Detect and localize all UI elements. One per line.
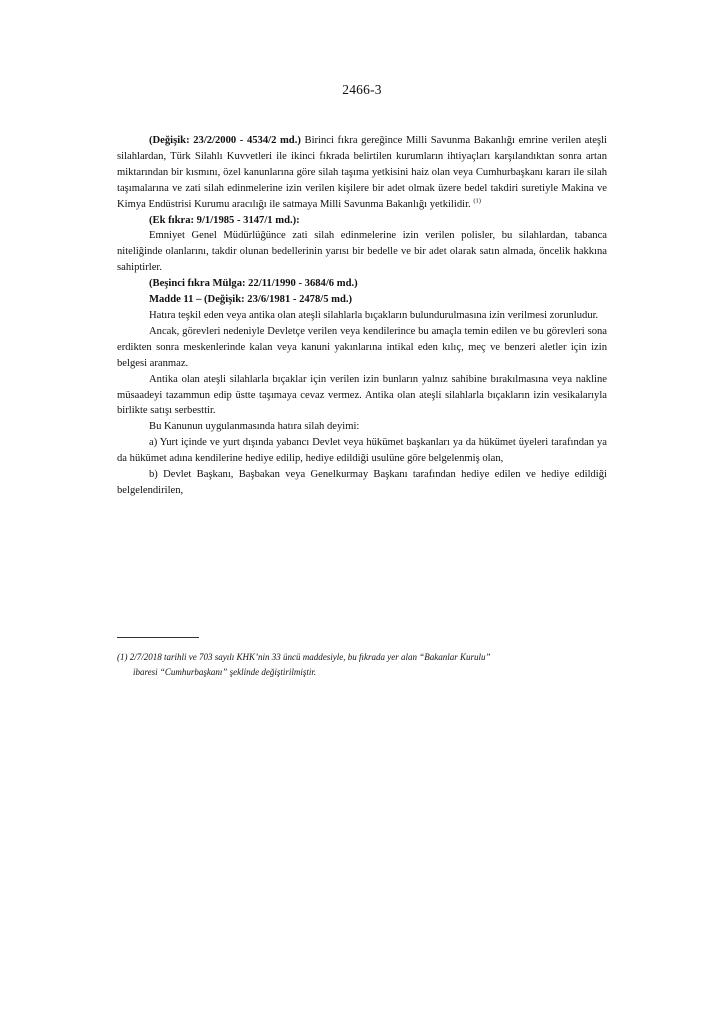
paragraph-definition-a: a) Yurt içinde ve yurt dışında yabancı Devlet veya hükümet başkanları ya da hükümet üyeleri tarafından ya da hükümet adına kendilerine hediye edilip, hediye edildiği usulüne göre belgelenmiş olan, (117, 437, 607, 465)
footnote-line-1: (1) 2/7/2018 tarihli ve 703 sayılı KHK’nin 33 üncü maddesiyle, bu fıkrada yer alan “Bakanlar Kurulu” (117, 652, 491, 662)
amendment-reference: (Değişik: 23/2/2000 - 4534/2 md.) (149, 135, 301, 146)
paragraph-definition-intro: Bu Kanunun uygulanmasında hatıra silah deyimi: (149, 421, 360, 433)
paragraph-amendment-2000 (117, 133, 607, 213)
footnote (117, 650, 607, 680)
heading-repealed-clause: (Beşinci fıkra Mülga: 22/11/1990 - 3684/6 md.) (149, 278, 358, 290)
paragraph-duty-weapons: Ancak, görevleri nedeniyle Devletçe verilen veya kendilerince bu amaçla temin edilen ve bu görevleri sona erdikten sonra meskenlerinde kalan veya kanuni yakınlarına intikal eden kılıç, meç ve benzeri aletler için izin belgesi aranmaz. (117, 325, 607, 369)
footnote-separator (117, 637, 199, 638)
page-number: 2466-3 (342, 82, 382, 97)
paragraph-text: Birinci fıkra gereğince Milli Savunma Bakanlığı emrine verilen ateşli silahlardan, Türk Silahlı Kuvvetleri ile ikinci fıkrada belirtilen kurumların ihtiyaçları karşılandıktan sonra artan miktarından bir kısmını, özel kanunlarına göre silah taşıma yetkisini haiz olan veya Cumhurbaşkanı kararı ile silah taşımalarına ve zati silah edinmelerine izin verilen kişilere bir adet olmak üzere bedel takdiri suretiyle Makina ve Kimya Endüstrisi Kurumu aracılığı ile satmaya Milli Savunma Bakanlığı yetkilidir. (117, 135, 608, 210)
footnote-line-2: ibaresi “Cumhurbaşkanı” şeklinde değiştirilmiştir. (133, 667, 317, 677)
paragraph-antique-permits: Antika olan ateşli silahlarla bıçaklar için verilen izin bunların yalnız sahibine bırakılmasına veya nakline müsaadeyi tazammun edip üstte taşımaya cevaz vermez. Antika olan ateşli silahlarla bıçakların izin vesikalarıyla birlikte satışı serbesttir. (117, 373, 607, 417)
heading-additional-clause: (Ek fıkra: 9/1/1985 - 3147/1 md.): (149, 214, 300, 226)
heading-article-11: Madde 11 – (Değişik: 23/6/1981 - 2478/5 md.) (149, 294, 353, 306)
paragraph-souvenir-antique: Hatıra teşkil eden veya antika olan ateşli silahlarla bıçakların bulundurulmasına izin verilmesi zorunludur. (149, 309, 599, 321)
document-body (117, 133, 607, 499)
paragraph-definition-b: b) Devlet Başkanı, Başbakan veya Genelkurmay Başkanı tarafından hediye edilen ve hediye edildiği belgelendirilen, (117, 469, 607, 496)
paragraph-police-priority: Emniyet Genel Müdürlüğünce zati silah edinmelerine izin verilen polisler, bu silahlardan, tabanca niteliğinde olanlarını, takdir olunan bedellerinin yarısı bir bedelle ve bir adet olarak satın almada, öncelik hakkına sahiptirler. (117, 230, 607, 274)
footnote-reference: (1) (473, 197, 481, 205)
